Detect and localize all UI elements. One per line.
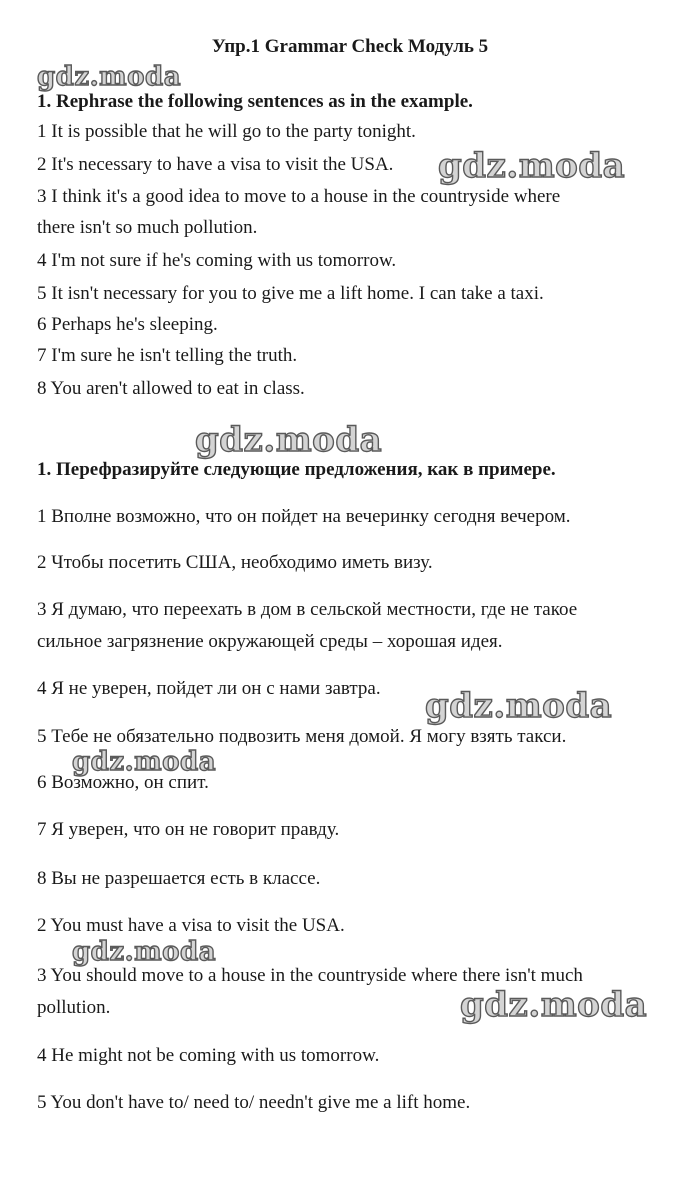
answer-line: 2 You must have a visa to visit the USA. xyxy=(37,915,345,936)
answer-line: 3 You should move to a house in the countryside where there isn't much xyxy=(37,965,583,986)
task-ru-heading: 1. Перефразируйте следующие предложения, как в примере. xyxy=(37,459,556,480)
task-en-line: 6 Perhaps he's sleeping. xyxy=(37,314,218,335)
watermark: gdz.moda xyxy=(460,985,648,1025)
task-en-line: 5 It isn't necessary for you to give me a lift home. I can take a taxi. xyxy=(37,283,544,304)
answer-line: 4 He might not be coming with us tomorrow. xyxy=(37,1045,380,1066)
task-ru-line: сильное загрязнение окружающей среды – хорошая идея. xyxy=(37,631,503,652)
task-en-line: 1 It is possible that he will go to the party tonight. xyxy=(37,121,416,142)
task-en-line: there isn't so much pollution. xyxy=(37,217,258,238)
watermark: gdz.moda xyxy=(195,420,383,460)
task-en-line: 2 It's necessary to have a visa to visit the USA. xyxy=(37,154,394,175)
task-ru-line: 8 Вы не разрешается есть в классе. xyxy=(37,868,321,889)
task-ru-line: 7 Я уверен, что он не говорит правду. xyxy=(37,819,340,840)
task-ru-line: 4 Я не уверен, пойдет ли он с нами завтра. xyxy=(37,678,381,699)
task-ru-line: 5 Тебе не обязательно подвозить меня домой. Я могу взять такси. xyxy=(37,726,567,747)
answer-line: pollution. xyxy=(37,997,111,1018)
watermark: gdz.moda xyxy=(72,937,217,967)
watermark: gdz.moda xyxy=(37,62,182,92)
page-title: Упр.1 Grammar Check Модуль 5 xyxy=(211,36,489,57)
watermark: gdz.moda xyxy=(72,747,217,777)
task-en-heading: 1. Rephrase the following sentences as in the example. xyxy=(37,91,473,112)
task-en-line: 8 You aren't allowed to eat in class. xyxy=(37,378,305,399)
answer-line: 5 You don't have to/ need to/ needn't give me a lift home. xyxy=(37,1092,471,1113)
task-ru-line: 1 Вполне возможно, что он пойдет на вечеринку сегодня вечером. xyxy=(37,506,571,527)
task-en-line: 4 I'm not sure if he's coming with us tomorrow. xyxy=(37,250,397,271)
watermark: gdz.moda xyxy=(438,146,626,186)
task-ru-line: 3 Я думаю, что переехать в дом в сельской местности, где не такое xyxy=(37,599,578,620)
task-en-line: 3 I think it's a good idea to move to a house in the countryside where xyxy=(37,186,561,207)
task-ru-line: 2 Чтобы посетить США, необходимо иметь визу. xyxy=(37,552,433,573)
task-en-line: 7 I'm sure he isn't telling the truth. xyxy=(37,345,298,366)
watermark: gdz.moda xyxy=(425,686,613,726)
task-ru-line: 6 Возможно, он спит. xyxy=(37,772,209,793)
